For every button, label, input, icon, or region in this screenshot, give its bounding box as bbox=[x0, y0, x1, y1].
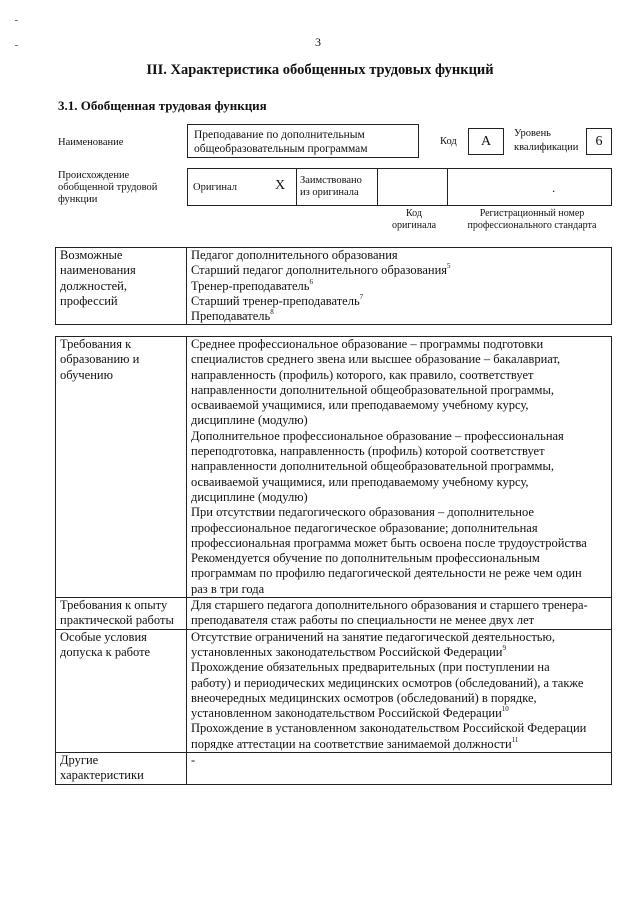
positions-label: Возможные наименования должностей, профессий bbox=[56, 248, 187, 325]
footnote-ref: 9 bbox=[502, 643, 506, 652]
page-number: 3 bbox=[315, 35, 321, 49]
education-value: Среднее профессиональное образование – программы подготовки специалистов среднего звена или высшее образование – бакалавриат, направленность (профиль) которого, как правило, соответствует направленности дополнительной общеобразовательной программы, осваиваемой учащимися, или преподаваемому учебному курсу, дисциплине (модулю) Дополнительное профессиональное образование – профессиональная переподготовка, направленность (профиль) которой соответствует направленности дополнительной общеобразовательной программы, осваиваемой учащимися, или преподаваемому учебному курсу, дисциплине (модулю) При отсутствии педагогического образования – дополнительное профессиональное педагогическое образование; дополнительная профессиональная программа может быть освоена после трудоустройства Рекомендуется обучение по дополнительным профессиональным программам по профилю педагогической деятельности не реже чем один раз в три года bbox=[187, 337, 612, 598]
table-row bbox=[56, 337, 612, 598]
list-item: Тренер-преподаватель$^6$ bbox=[191, 277, 313, 293]
level-label: Уровень квалификации bbox=[514, 128, 579, 153]
conditions-label: Особые условия допуска к работе bbox=[56, 629, 187, 752]
borrowed-label: Заимствовано из оригинала bbox=[300, 175, 362, 198]
footnote-ref: 6 bbox=[309, 277, 313, 286]
conditions-value: Отсутствие ограничений на занятие педагогической деятельностью, установленных законодательством Российской Федерации$^9$ Прохождение обязательных предварительных (при поступлении на работу) и периодических медицинских осмотров (обследований), а также внеочередных медицинских осмотров (обследований) в порядке, установленном законодательством Российской Федерации$^{10}$ Прохождение в установленном законодательством Российской Федерации порядке аттестации на соответствие занимаемой должности$^{11}$ bbox=[187, 629, 612, 752]
positions-table bbox=[55, 247, 612, 325]
experience-value: Для старшего педагога дополнительного образования и старшего тренера- преподавателя стаж работы по специальности не менее двух лет bbox=[187, 598, 612, 630]
original-mark: X bbox=[275, 178, 286, 193]
section-title: III. Характеристика обобщенных трудовых функций bbox=[146, 62, 494, 78]
footnote-ref: 8 bbox=[270, 308, 274, 317]
divider bbox=[296, 168, 297, 206]
education-label: Требования к образованию и обучению bbox=[56, 337, 187, 598]
footnote-ref: 5 bbox=[447, 262, 451, 271]
table-row bbox=[56, 598, 612, 630]
list-item: Преподаватель$^8$ bbox=[191, 308, 274, 324]
footnote-ref: 11 bbox=[511, 735, 519, 744]
other-label: Другие характеристики bbox=[56, 753, 187, 785]
code-original-caption: Код оригинала bbox=[391, 208, 437, 231]
other-value: - bbox=[187, 753, 612, 785]
experience-label: Требования к опыту практической работы bbox=[56, 598, 187, 630]
scan-mark bbox=[15, 20, 18, 21]
list-item: Старший педагог дополнительного образования$^5$ bbox=[191, 262, 451, 278]
footnote-ref: 7 bbox=[359, 292, 364, 301]
name-label: Наименование bbox=[58, 137, 124, 148]
scan-mark bbox=[15, 45, 18, 46]
requirements-table bbox=[55, 336, 612, 785]
table-row bbox=[56, 629, 612, 752]
list-item: Педагог дополнительного образования bbox=[191, 248, 398, 262]
name-value: Преподавание по дополнительным общеобразовательным программам bbox=[187, 124, 419, 158]
origin-box bbox=[187, 168, 612, 206]
table-row bbox=[56, 753, 612, 785]
divider bbox=[377, 168, 378, 206]
level-value: 6 bbox=[586, 128, 612, 155]
code-label: Код bbox=[440, 136, 457, 147]
origin-label: Происхождение обобщенной трудовой функции bbox=[58, 170, 158, 205]
subsection-title: 3.1. Обобщенная трудовая функция bbox=[58, 98, 267, 113]
code-value: A bbox=[468, 128, 504, 155]
positions-list bbox=[187, 248, 612, 325]
original-label: Оригинал bbox=[193, 182, 237, 193]
footnote-ref: 10 bbox=[501, 705, 509, 714]
list-item: Старший тренер-преподаватель$^7$ bbox=[191, 292, 364, 308]
reg-number-caption: Регистрационный номер профессионального стандарта bbox=[467, 208, 597, 231]
divider bbox=[447, 168, 448, 206]
reg-number-dot: . bbox=[552, 180, 556, 195]
